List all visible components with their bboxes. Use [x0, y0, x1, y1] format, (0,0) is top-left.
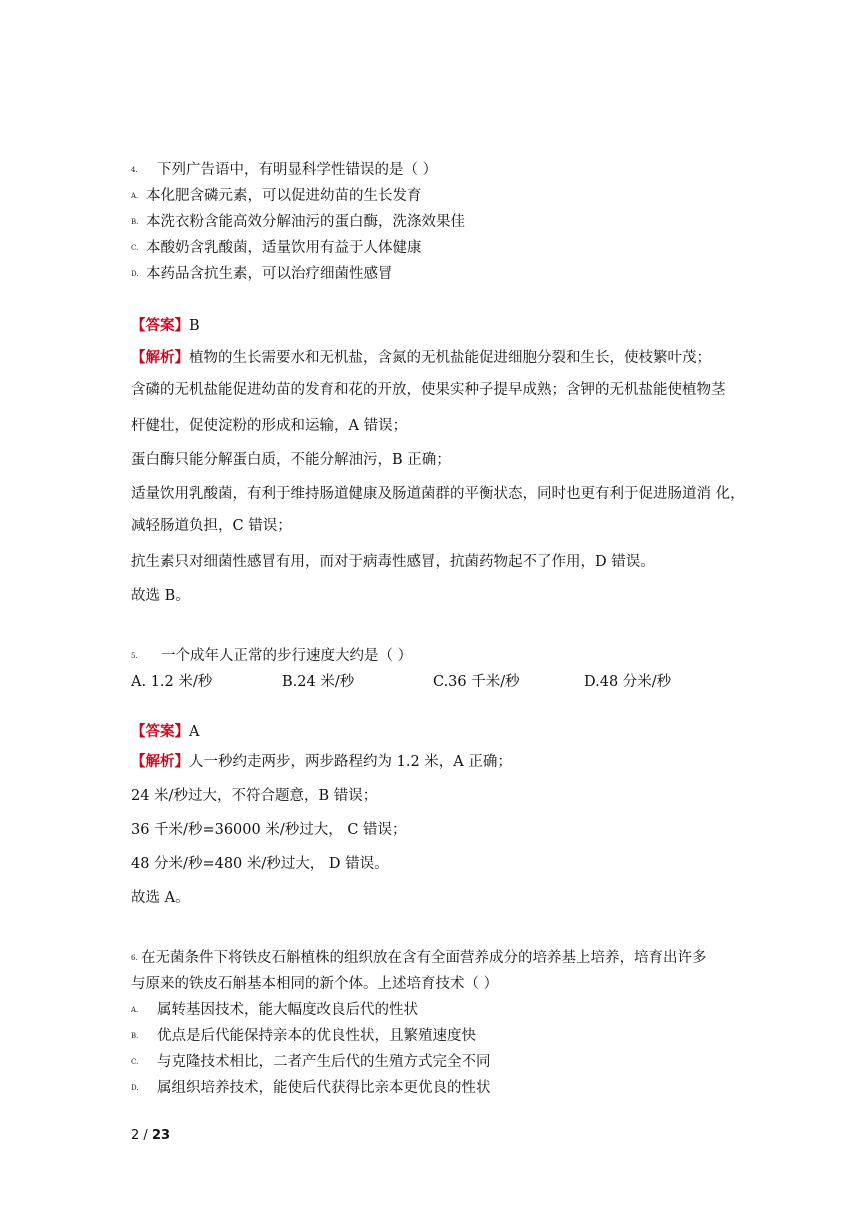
q5-analysis-line: 【解析】人一秒约走两步，两步路程约为 1.2 米，A 正确；	[131, 753, 512, 770]
q5-option-c: C.36 千米/秒	[433, 674, 520, 690]
q4-option-b: B. 本洗衣粉含能高效分解油污的蛋白酶，洗涤效果佳	[131, 214, 465, 230]
q4-option-c: C. 本酸奶含乳酸菌，适量饮用有益于人体健康	[131, 240, 422, 256]
q5-analysis-line: 24 米/秒过大，不符合题意，B 错误；	[131, 788, 378, 804]
q4-analysis-line: 抗生素只对细菌性感冒有用，而对于病毒性感冒，抗菌药物起不了作用，D 错误。	[131, 554, 655, 570]
q5-option-a: A. 1.2 米/秒	[131, 674, 213, 690]
current-page: 2	[131, 1128, 140, 1143]
q4-option-a: A. 本化肥含磷元素，可以促进幼苗的生长发育	[131, 188, 422, 204]
q6-stem-line: 6. 在无菌条件下将铁皮石斛植株的组织放在含有全面营养成分的培养基上培养，培育出许多	[131, 950, 707, 966]
q4-stem-line	[131, 160, 437, 180]
q5-option-d: D.48 分米/秒	[584, 674, 672, 690]
q4-analysis-line: 故选 B。	[131, 588, 190, 604]
q4-analysis-line: 适量饮用乳酸菌，有利于维持肠道健康及肠道菌群的平衡状态，同时也更有利于促进肠道消 化，	[131, 486, 745, 502]
q6-stem-line: 与原来的铁皮石斛基本相同的新个体。上述培育技术（ ）	[131, 976, 499, 992]
q5-option-b: B.24 米/秒	[282, 674, 355, 690]
q5-analysis-line: 48 分米/秒=480 米/秒过大， D 错误。	[131, 856, 389, 872]
q4-analysis-line: 【解析】植物的生长需要水和无机盐，含氮的无机盐能促进细胞分裂和生长，使枝繁叶茂；	[131, 349, 711, 366]
q5-stem-line	[131, 646, 412, 666]
total-pages: 23	[151, 1128, 171, 1143]
q4-analysis-line: 减轻肠道负担，C 错误；	[131, 518, 292, 534]
q6-number: 6.	[131, 954, 138, 962]
page-number: 2 / 23	[131, 1128, 171, 1143]
q4-stem: 下列广告语中，有明显科学性错误的是（ ）	[157, 162, 438, 178]
q5-answer: 【答案】A	[131, 723, 200, 740]
q4-answer: 【答案】B	[131, 317, 200, 334]
analysis-tag: 【解析】	[131, 349, 189, 366]
q4-analysis-line: 含磷的无机盐能促进幼苗的发育和花的开放，使果实种子提早成熟；含钾的无机盐能使植物茎	[131, 382, 726, 398]
analysis-tag: 【解析】	[131, 753, 189, 770]
q6-option-d: D. 属组织培养技术，能使后代获得比亲本更优良的性状	[131, 1080, 491, 1096]
q6-option-c: C. 与克隆技术相比，二者产生后代的生殖方式完全不同	[131, 1054, 491, 1070]
q5-stem: 一个成年人正常的步行速度大约是（ ）	[161, 648, 413, 664]
answer-tag: 【答案】	[131, 723, 189, 740]
q6-option-b: B. 优点是后代能保持亲本的优良性状，且繁殖速度快	[131, 1028, 476, 1044]
q5-analysis-line: 故选 A。	[131, 890, 190, 906]
q4-option-d: D. 本药品含抗生素，可以治疗细菌性感冒	[131, 266, 393, 282]
q4-number: 4.	[131, 166, 138, 174]
q4-analysis-line: 蛋白酶只能分解蛋白质，不能分解油污，B 正确；	[131, 452, 451, 468]
q4-analysis-line: 杆健壮，促使淀粉的形成和运输，A 错误；	[131, 418, 408, 434]
q5-analysis-line: 36 千米/秒=36000 米/秒过大， C 错误；	[131, 822, 407, 838]
answer-tag: 【答案】	[131, 317, 189, 334]
q5-number: 5.	[131, 652, 138, 660]
q6-option-a: A. 属转基因技术，能大幅度改良后代的性状	[131, 1002, 418, 1018]
